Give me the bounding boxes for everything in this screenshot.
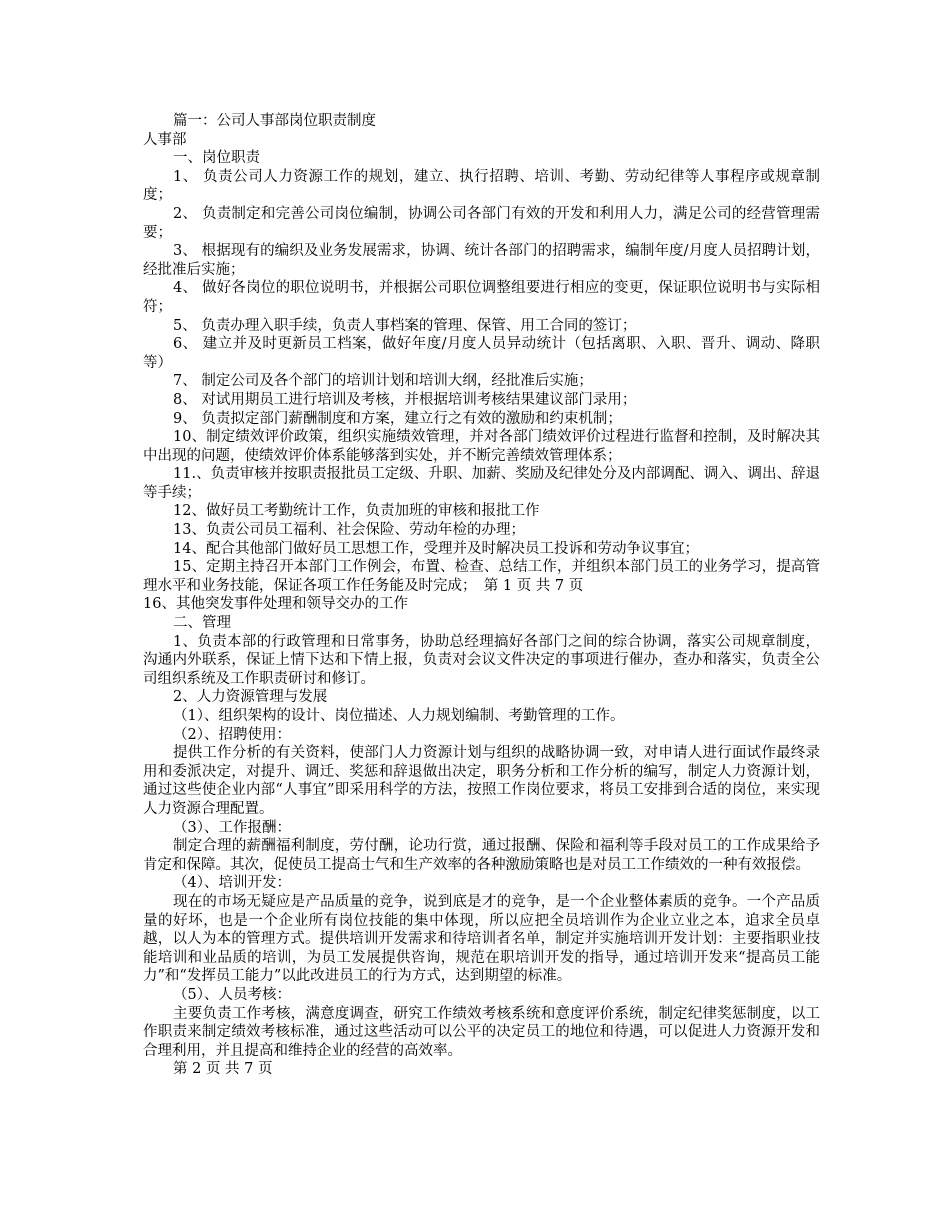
duty-item: 5、 负责办理入职手续，负责人事档案的管理、保管、用工合同的签订； xyxy=(173,317,637,334)
duty-item: 7、 制定公司及各个部门的培训计划和培训大纲，经批准后实施； xyxy=(173,373,593,390)
subsection-heading: （2）、招聘使用： xyxy=(173,726,291,743)
section-heading-duties: 一、岗位职责 xyxy=(173,150,260,167)
duty-item: 15、定期主持召开本部门工作例会，布置、检查、总结工作，并组织本部门员工的业务学习，提高管理水平和业务技能，保证各项工作任务能及时完成； 第 1 页 共 7 页 xyxy=(143,559,820,594)
subsection-heading: （5）、人员考核： xyxy=(173,986,291,1003)
duty-item: 1、 负责公司人力资源工作的规划，建立、执行招聘、培训、考勤、劳动纪律等人事程序或规章制度； xyxy=(143,168,820,204)
duty-item: 13、负责公司员工福利、社会保险、劳动年检的办理； xyxy=(173,522,525,539)
duty-item: 8、 对试用期员工进行培训及考核，并根据培训考核结果建议部门录用； xyxy=(173,391,637,408)
subsection-paragraph: 提供工作分析的有关资料，使部门人力资源计划与组织的战略协调一致，对申请人进行面试作最终录用和委派决定，对提升、调迁、奖惩和辞退做出决定，职务分析和工作分析的编写，制定人力资源计划，通过这些使企业内部“人事宜”即采用科学的方法，按照工作岗位要求，将员工安排到合适的岗位，来实现人力资源合理配置。 xyxy=(143,745,820,817)
subsection-heading: （1）、组织架构的设计、岗位描述、人力规划编制、考勤管理的工作。 xyxy=(173,708,625,724)
subsection-paragraph: 现在的市场无疑应是产品质量的竞争，说到底是才的竞争，是一个企业整体素质的竞争。一个产品质量的好坏，也是一个企业所有岗位技能的集中体现，所以应把全员培训作为企业立业之本，追求全员卓越，以人为本的管理方式。提供培训开发需求和待培训者名单，制定并实施培训开发计划：主要指职业技能培训和业品质的培训，为员工发展提供咨询，规范在职培训开发的指导，通过培训开发来“提高员工能力”和“发挥员工能力”以此改进员工的行为方式，达到期望的标准。 xyxy=(143,893,820,985)
subsection-heading: （4）、培训开发： xyxy=(173,875,291,892)
section-heading-management: 二、管理 xyxy=(173,615,231,632)
subsection-heading: （3）、工作报酬： xyxy=(173,819,291,836)
subsection-paragraph: 制定合理的薪酬福利制度，劳付酬，论功行赏，通过报酬、保险和福利等手段对员工的工作成果给予肯定和保障。其次，促使员工提高士气和生产效率的各种激励策略也是对员工工作绩效的一种有效报偿。 xyxy=(143,838,820,873)
duty-item: 14、配合其他部门做好员工思想工作，受理并及时解决员工投诉和劳动争议事宜； xyxy=(173,540,699,557)
management-subheading: 2、人力资源管理与发展 xyxy=(173,689,328,706)
document-title: 篇一：公司人事部岗位职责制度 xyxy=(173,113,376,129)
subsection-paragraph: 主要负责工作考核，满意度调查，研究工作绩效考核系统和意度评价系统，制定纪律奖惩制度，以工作职责来制定绩效考核标准，通过这些活动可以公平的决定员工的地位和待遇，可以促进人力资源开发和合理利用，并且提高和维持企业的经营的高效率。 xyxy=(143,1005,820,1059)
page-footer: 第 2 页 共 7 页 xyxy=(173,1061,273,1078)
duty-item: 4、 做好各岗位的职位说明书，并根据公司职位调整组要进行相应的变更，保证职位说明书与实际相符； xyxy=(143,280,820,315)
duty-item: 10、制定绩效评价政策，组织实施绩效管理，并对各部门绩效评价过程进行监督和控制，及时解决其中出现的问题，使绩效评价体系能够落到实处，并不断完善绩效管理体系； xyxy=(143,429,820,464)
duty-item: 2、 负责制定和完善公司岗位编制，协调公司各部门有效的开发和利用人力，满足公司的经营管理需要； xyxy=(143,205,820,241)
management-paragraph: 1、负责本部的行政管理和日常事务，协助总经理搞好各部门之间的综合协调，落实公司规章制度，沟通内外联系，保证上情下达和下情上报，负责对会议文件决定的事项进行催办，查办和落实，负责全公司组织系统及工作职责研讨和修订。 xyxy=(143,633,820,687)
duty-item: 3、 根据现有的编织及业务发展需求，协调、统计各部门的招聘需求，编制年度/月度人员招聘计划，经批准后实施； xyxy=(143,243,820,278)
duty-item: 12、做好员工考勤统计工作，负责加班的审核和报批工作 xyxy=(173,503,540,520)
duty-item: 16、其他突发事件处理和领导交办的工作 xyxy=(143,596,408,613)
duty-item: 6、 建立并及时更新员工档案，做好年度/月度人员异动统计（包括离职、入职、晋升、调动、降职等） xyxy=(143,336,820,371)
duty-item: 9、 负责拟定部门薪酬制度和方案，建立行之有效的激励和约束机制； xyxy=(173,410,622,427)
duty-item: 11.、负责审核并按职责报批员工定级、升职、加薪、奖励及纪律处分及内部调配、调入、调出、辞退等手续； xyxy=(143,466,820,501)
department-heading: 人事部 xyxy=(143,131,187,148)
